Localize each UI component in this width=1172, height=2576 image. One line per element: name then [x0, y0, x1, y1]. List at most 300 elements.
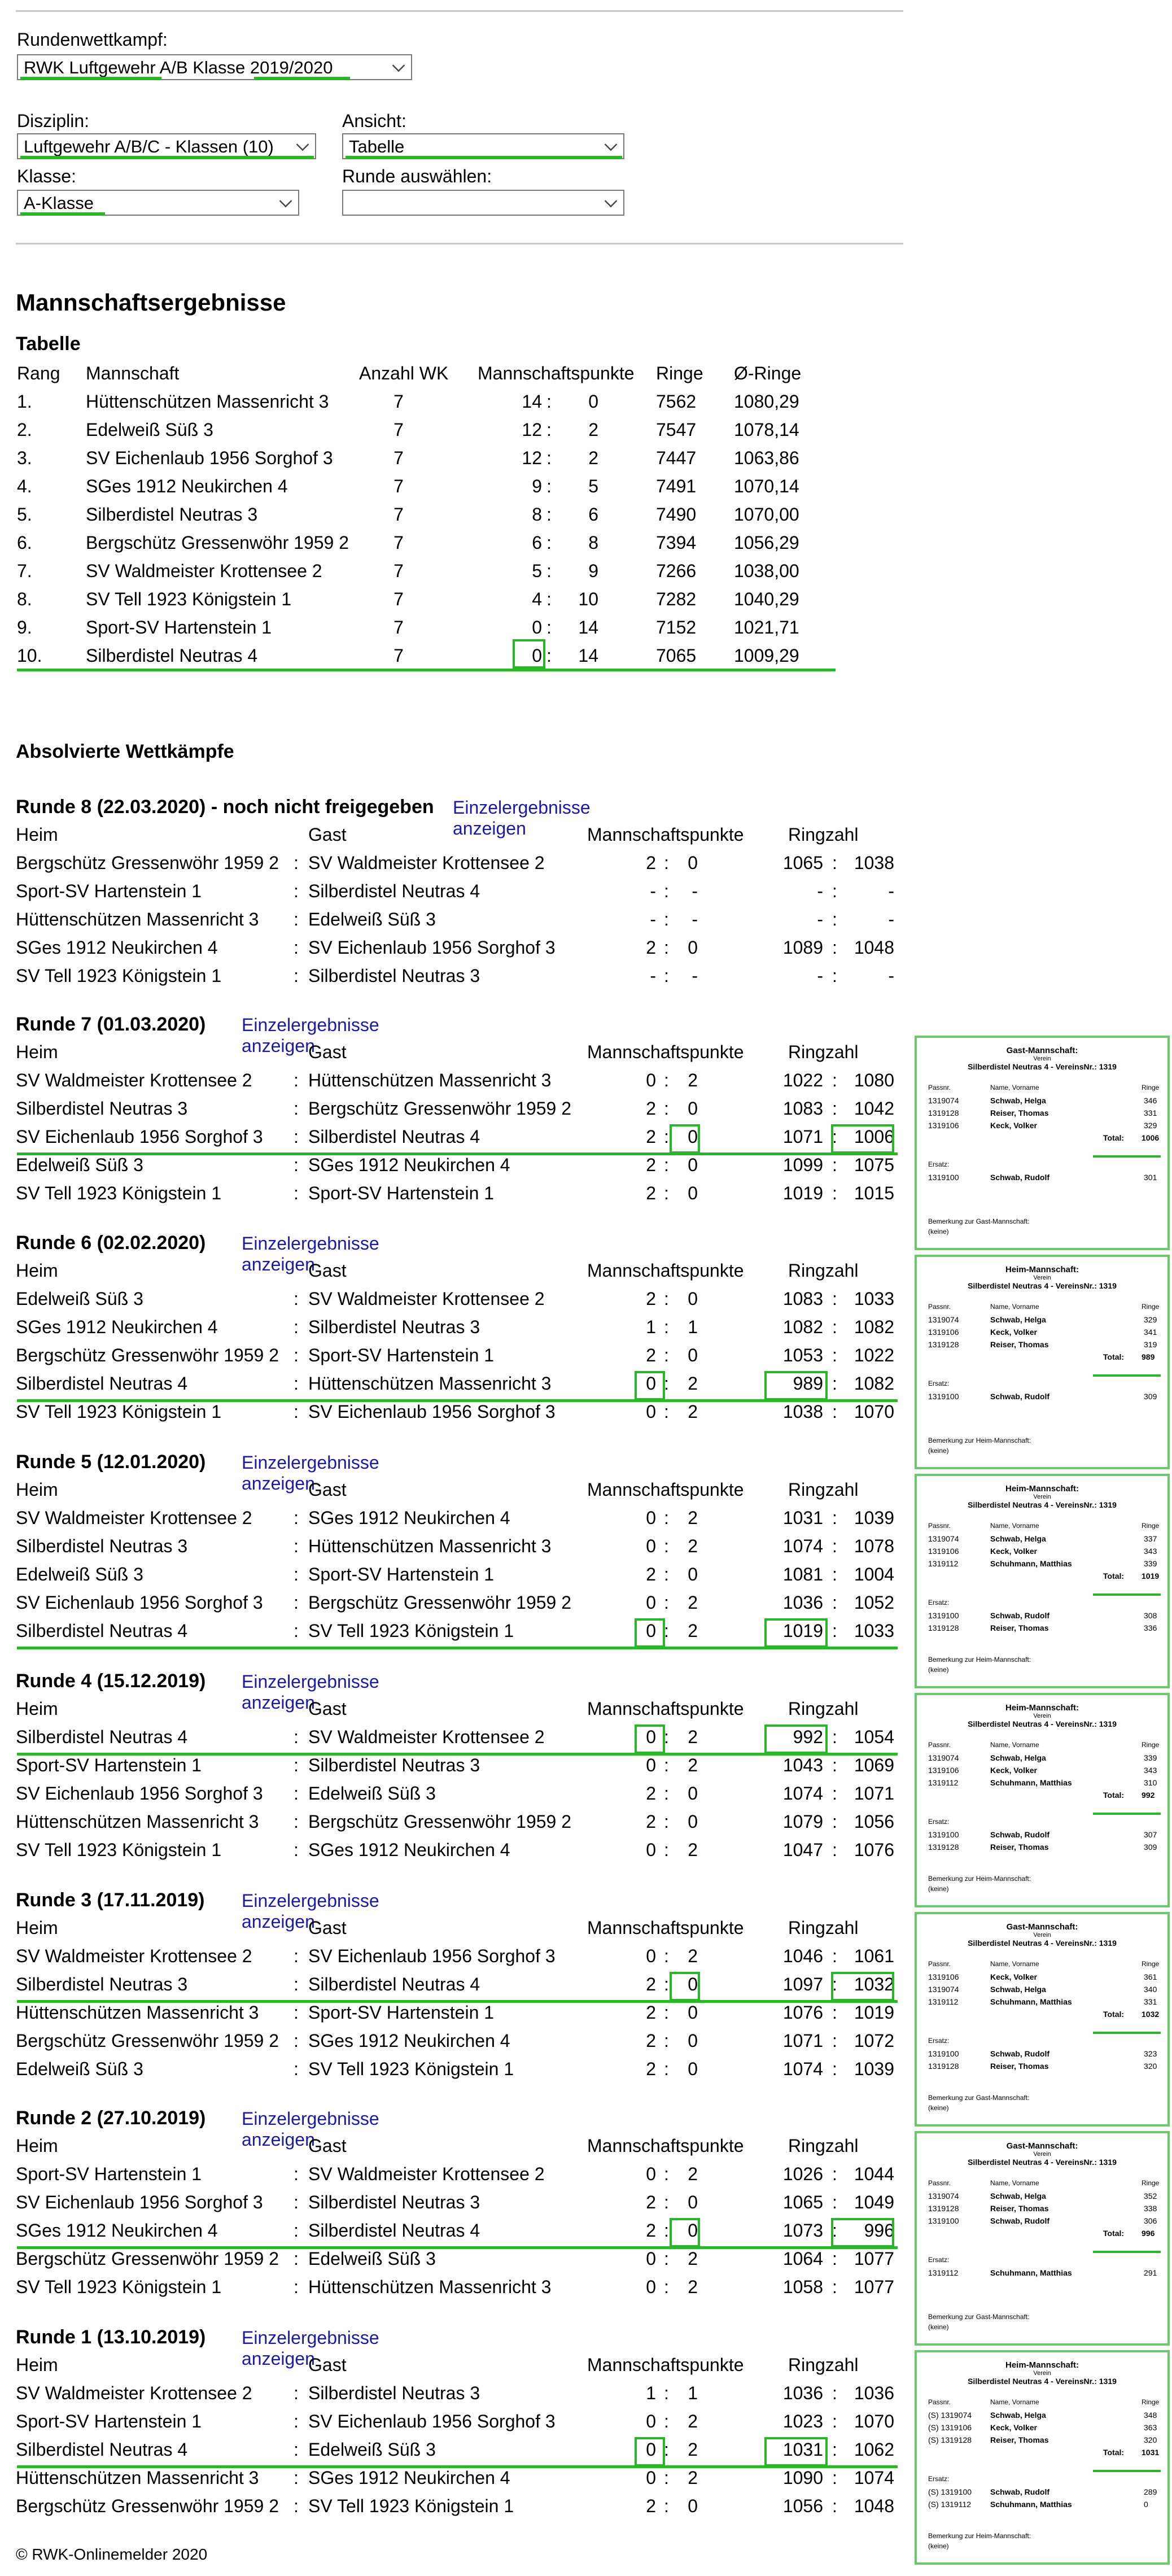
total-value: 1031 — [1142, 2448, 1160, 2457]
ringe-sep: : — [832, 1345, 837, 1365]
punkte-sep: : — [664, 966, 669, 986]
team-name: Sport-SV Hartenstein 1 — [86, 617, 272, 638]
match-row — [0, 881, 903, 908]
ersatz-label: Ersatz: — [928, 2256, 950, 2264]
punkte-sep: : — [664, 2164, 669, 2184]
gast-team: Silberdistel Neutras 3 — [308, 1317, 480, 1337]
punkte-sep: : — [546, 448, 552, 468]
shooter-ringe: 329 — [1144, 1315, 1157, 1324]
punkte-sep: : — [664, 1070, 669, 1090]
punkte-gast: 2 — [688, 2248, 698, 2269]
gast-team: SV Eichenlaub 1956 Sorghof 3 — [308, 1946, 556, 1966]
ringe-header: Ringe — [1142, 2398, 1160, 2406]
punkte-plus: 12 — [522, 420, 542, 440]
einzelergebnisse-link[interactable]: Einzelergebnisse anzeigen — [242, 1015, 379, 1056]
round-title — [16, 1670, 205, 1692]
gast-team: SGes 1912 Neukirchen 4 — [308, 1840, 510, 1860]
punkte-sep: : — [546, 476, 552, 496]
ringe-gast: 1077 — [854, 2248, 894, 2269]
einzelergebnisse-link[interactable]: Einzelergebnisse anzeigen — [242, 2328, 379, 2369]
pass-header: Passnr. — [928, 1741, 951, 1749]
match-row — [0, 1946, 903, 1973]
match-colon: : — [294, 2439, 299, 2460]
passnr: 1319106 — [928, 1547, 959, 1556]
round-title — [16, 2326, 205, 2348]
match-row — [0, 1317, 903, 1344]
card-verein: Verein — [1033, 1494, 1051, 1500]
absolviert-title: Absolvierte Wettkämpfe — [16, 741, 234, 762]
heim-team: SV Tell 1923 Königstein 1 — [16, 2277, 222, 2297]
einzelergebnisse-link[interactable]: Einzelergebnisse anzeigen — [242, 1452, 379, 1494]
ringe-sep: : — [832, 1974, 837, 1994]
shooter-ringe: 309 — [1144, 1392, 1157, 1401]
punkte-sep: : — [664, 2192, 669, 2212]
ringe-gast: 1044 — [854, 2164, 894, 2184]
punkte-heim: 0 — [646, 1070, 656, 1090]
col-mannschaftspunkte: Mannschaftspunkte — [587, 1479, 744, 1500]
shooter-name: Reiser, Thomas — [990, 2204, 1049, 2213]
shooter-ringe: 361 — [1144, 1972, 1157, 1981]
shooter-row — [917, 1340, 1167, 1352]
shooter-name: Schuhmann, Matthias — [990, 1997, 1072, 2006]
card-title: Gast-Mannschaft: — [1006, 2141, 1078, 2151]
punkte-sep: : — [546, 504, 552, 525]
shooter-row — [917, 2216, 1167, 2229]
punkte-gast: 0 — [688, 1564, 698, 1584]
ringe-sep: : — [832, 1946, 837, 1966]
match-colon: : — [294, 1727, 299, 1747]
punkte-gast: 2 — [688, 1840, 698, 1860]
ansicht-label: Ansicht: — [342, 111, 406, 131]
match-row — [0, 2383, 903, 2410]
team-score-card — [915, 1255, 1170, 1469]
einzelergebnisse-link[interactable]: Einzelergebnisse anzeigen — [242, 1890, 379, 1932]
heim-team: Hüttenschützen Massenricht 3 — [16, 2002, 259, 2023]
punkte-sep: : — [664, 2496, 669, 2516]
ringe-sep: : — [832, 2164, 837, 2184]
pass-header: Passnr. — [928, 1960, 951, 1968]
passnr: (S) 1319100 — [928, 2487, 972, 2496]
note-label: Bemerkung zur Heim-Mannschaft: — [928, 1875, 1031, 1883]
round-title — [16, 1232, 205, 1254]
heim-team: Edelweiß Süß 3 — [16, 2059, 143, 2079]
heim-team: Edelweiß Süß 3 — [16, 1564, 143, 1584]
punkte-heim: 0 — [646, 2468, 656, 2488]
shooter-ringe: 329 — [1144, 1121, 1157, 1130]
punkte-sep: : — [546, 420, 552, 440]
rang: 2. — [17, 420, 32, 440]
punkte-plus: 12 — [522, 448, 542, 468]
punkte-gast: 0 — [688, 2002, 698, 2023]
ersatz-row — [917, 1599, 1167, 1611]
punkte-sep: : — [546, 532, 552, 553]
gast-team: Silberdistel Neutras 4 — [308, 1974, 480, 1994]
disziplin-value: Luftgewehr A/B/C - Klassen (10) — [24, 137, 274, 156]
einzelergebnisse-link[interactable]: Einzelergebnisse anzeigen — [453, 797, 591, 839]
shooter-name: Schwab, Helga — [990, 1753, 1046, 1762]
round-label: Runde 6 (02.02.2020) — [16, 1232, 206, 1254]
match-colon: : — [294, 1183, 299, 1203]
gast-team: Silberdistel Neutras 4 — [308, 881, 480, 901]
punkte-sep: : — [664, 1317, 669, 1337]
ringe: 7490 — [656, 504, 697, 525]
card-team: Silberdistel Neutras 4 - VereinsNr.: 1319 — [968, 1500, 1117, 1509]
ringe-heim: 1036 — [782, 2383, 823, 2403]
standings-row — [0, 387, 903, 416]
match-row — [0, 1401, 903, 1429]
heim-team: Hüttenschützen Massenricht 3 — [16, 2468, 259, 2488]
passnr: 1319074 — [928, 1534, 959, 1543]
ersatz-row — [917, 1818, 1167, 1830]
ringe-sep: : — [832, 1592, 837, 1613]
match-colon: : — [294, 1317, 299, 1337]
ringe-heim: 1031 — [782, 1508, 823, 1528]
punkte-sep: : — [664, 1755, 669, 1775]
einzelergebnisse-link[interactable]: Einzelergebnisse anzeigen — [242, 2108, 379, 2150]
punkte-sep: : — [664, 2411, 669, 2431]
punkte-minus: 14 — [578, 617, 598, 638]
punkte-gast: - — [692, 881, 698, 901]
punkte-sep: : — [664, 1946, 669, 1966]
ringe-heim: 1083 — [782, 1289, 823, 1309]
match-colon: : — [294, 1070, 299, 1090]
shooter-ringe: 331 — [1144, 1997, 1157, 2006]
ringe-sep: : — [832, 1401, 837, 1422]
col-heim: Heim — [16, 2136, 58, 2156]
ringe-sep: : — [832, 1811, 837, 1832]
punkte-heim: 0 — [646, 1727, 656, 1747]
shooter-name: Schwab, Helga — [990, 1534, 1046, 1543]
ersatz-shooter-row — [917, 1830, 1167, 1843]
total-label: Total: — [1103, 1352, 1125, 1361]
match-colon: : — [294, 2383, 299, 2403]
match-colon: : — [294, 1621, 299, 1641]
ringe-gast: 1069 — [854, 1755, 894, 1775]
avg-ringe: 1021,71 — [734, 617, 799, 638]
gast-team: SV Waldmeister Krottensee 2 — [308, 2164, 545, 2184]
ringe-sep: : — [832, 2220, 837, 2241]
note-value: (keine) — [928, 1885, 949, 1893]
gast-team: Silberdistel Neutras 3 — [308, 1755, 480, 1775]
gast-team: Bergschütz Gressenwöhr 1959 2 — [308, 1592, 572, 1613]
shooter-name: Schuhmann, Matthias — [990, 1559, 1072, 1568]
ringe-gast: 1078 — [854, 1536, 894, 1556]
punkte-minus: 5 — [588, 476, 598, 496]
rang: 3. — [17, 448, 32, 468]
match-row — [0, 909, 903, 936]
match-row — [0, 2277, 903, 2304]
shooter-ringe: 339 — [1144, 1559, 1157, 1568]
punkte-heim: 0 — [646, 1946, 656, 1966]
ersatz-shooter-row — [917, 2487, 1167, 2500]
ringe-sep: : — [832, 2468, 837, 2488]
punkte-heim: 2 — [646, 1098, 656, 1119]
ringe-gast: 1036 — [854, 2383, 894, 2403]
total-row — [917, 1791, 1167, 1803]
punkte-gast: 2 — [688, 1401, 698, 1422]
ringe-heim: 1074 — [782, 2059, 823, 2079]
col-mannschaftspunkte: Mannschaftspunkte — [587, 1260, 744, 1281]
punkte-heim: 0 — [646, 1621, 656, 1641]
punkte-heim: 0 — [646, 2411, 656, 2431]
total-label: Total: — [1103, 2448, 1125, 2457]
match-colon: : — [294, 1592, 299, 1613]
heim-team: Sport-SV Hartenstein 1 — [16, 2411, 202, 2431]
punkte-sep: : — [664, 1127, 669, 1147]
gast-team: SGes 1912 Neukirchen 4 — [308, 1155, 510, 1175]
ringe-heim: 1081 — [782, 1564, 823, 1584]
shooter-row — [917, 1547, 1167, 1559]
ringe: 7266 — [656, 561, 697, 581]
ringe-sep: : — [832, 2248, 837, 2269]
ringe-gast: 1061 — [854, 1946, 894, 1966]
punkte-heim: 2 — [646, 2220, 656, 2241]
gast-team: Silberdistel Neutras 3 — [308, 2192, 480, 2212]
passnr: 1319100 — [928, 2049, 959, 2058]
ringe-gast: 1042 — [854, 1098, 894, 1119]
punkte-sep: : — [546, 589, 552, 609]
card-team: Silberdistel Neutras 4 - VereinsNr.: 1319 — [968, 2377, 1117, 2386]
punkte-gast: - — [692, 966, 698, 986]
ersatz-shooter-row — [917, 1173, 1167, 1185]
ringe-heim: 1065 — [782, 2192, 823, 2212]
ringe-sep: : — [832, 2496, 837, 2516]
ringe-sep: : — [832, 2383, 837, 2403]
shooter-ringe: 331 — [1144, 1108, 1157, 1117]
gast-team: Edelweiß Süß 3 — [308, 2248, 436, 2269]
shooter-name: Schwab, Helga — [990, 1315, 1046, 1324]
ringe-heim: 1026 — [782, 2164, 823, 2184]
punkte-gast: 0 — [688, 2496, 698, 2516]
shooter-row — [917, 2191, 1167, 2204]
ersatz-row — [917, 2256, 1167, 2268]
shooter-row — [917, 1997, 1167, 2010]
passnr: 1319112 — [928, 1997, 959, 2006]
ringe-gast: 1075 — [854, 1155, 894, 1175]
shooter-ringe: 348 — [1144, 2411, 1157, 2420]
ringe: 7491 — [656, 476, 697, 496]
ersatz-label: Ersatz: — [928, 1160, 950, 1168]
punkte-gast: - — [692, 909, 698, 929]
match-row — [0, 1564, 903, 1591]
shooter-name: Schwab, Helga — [990, 2191, 1046, 2200]
shooter-name: Schuhmann, Matthias — [990, 2500, 1072, 2509]
note-value: (keine) — [928, 2104, 949, 2112]
match-colon: : — [294, 2248, 299, 2269]
punkte-plus: 6 — [532, 532, 542, 553]
ringe-heim: 1047 — [782, 1840, 823, 1860]
match-row — [0, 2059, 903, 2086]
einzelergebnisse-link[interactable]: Einzelergebnisse anzeigen — [242, 1233, 379, 1274]
heim-team: Bergschütz Gressenwöhr 1959 2 — [16, 853, 279, 873]
total-label: Total: — [1103, 1791, 1125, 1800]
anzahl-wk: 7 — [393, 504, 404, 525]
shooter-ringe: 341 — [1144, 1328, 1157, 1337]
ringe-sep: : — [832, 881, 837, 901]
match-row — [0, 2248, 903, 2276]
anzahl-wk: 7 — [393, 589, 404, 609]
shooter-name: Schwab, Rudolf — [990, 2216, 1049, 2225]
round-label: Runde 1 (13.10.2019) — [16, 2326, 206, 2348]
standings-header — [0, 359, 903, 387]
gast-team: SGes 1912 Neukirchen 4 — [308, 2031, 510, 2051]
team-score-card — [915, 1036, 1170, 1250]
match-row — [0, 2192, 903, 2219]
ringe-gast: - — [888, 966, 894, 986]
total-value: 996 — [1142, 2229, 1155, 2238]
punkte-sep: : — [664, 2059, 669, 2079]
rang: 5. — [17, 504, 32, 525]
shooter-row — [917, 2204, 1167, 2216]
punkte-minus: 2 — [588, 420, 598, 440]
ringe-heim: 989 — [793, 1373, 823, 1394]
ringe-gast: 1006 — [854, 1127, 894, 1147]
punkte-gast: 0 — [688, 1289, 698, 1309]
gast-team: SV Tell 1923 Königstein 1 — [308, 1621, 514, 1641]
punkte-sep: : — [664, 1811, 669, 1832]
punkte-heim: 2 — [646, 2031, 656, 2051]
klasse-label: Klasse: — [17, 166, 76, 186]
passnr: 1319074 — [928, 2191, 959, 2200]
ringe-gast: 1004 — [854, 1564, 894, 1584]
punkte-sep: : — [664, 881, 669, 901]
card-title: Heim-Mannschaft: — [1005, 1265, 1079, 1274]
team-score-card — [915, 1474, 1170, 1688]
punkte-gast: 2 — [688, 2411, 698, 2431]
col-ringzahl: Ringzahl — [788, 2136, 859, 2156]
ringe-sep: : — [832, 2277, 837, 2297]
ringe-heim: - — [817, 909, 823, 929]
shooter-name: Schwab, Rudolf — [990, 1611, 1049, 1620]
punkte-plus: 0 — [532, 617, 542, 638]
punkte-gast: 2 — [688, 2468, 698, 2488]
ringe-gast: 1033 — [854, 1289, 894, 1309]
punkte-heim: 2 — [646, 2002, 656, 2023]
match-colon: : — [294, 1345, 299, 1365]
gast-team: SV Eichenlaub 1956 Sorghof 3 — [308, 1401, 556, 1422]
ringe-heim: 1074 — [782, 1783, 823, 1804]
ringe-sep: : — [832, 2059, 837, 2079]
standings-row — [0, 613, 903, 641]
ringe: 7562 — [656, 391, 697, 412]
shooter-ringe: 306 — [1144, 2216, 1157, 2225]
avg-ringe: 1080,29 — [734, 391, 799, 412]
runde-label: Runde auswählen: — [342, 166, 492, 186]
shooter-name: Schwab, Rudolf — [990, 1830, 1049, 1839]
ringe-gast: 1022 — [854, 1345, 894, 1365]
col-mannschaftspunkte: Mannschaftspunkte — [587, 824, 744, 845]
name-header: Name, Vorname — [990, 1084, 1039, 1091]
gast-team: Sport-SV Hartenstein 1 — [308, 1183, 495, 1203]
standings-row — [0, 500, 903, 529]
ringe-heim: 1097 — [782, 1974, 823, 1994]
punkte-heim: 0 — [646, 2248, 656, 2269]
col-gast: Gast — [308, 1699, 347, 1719]
punkte-gast: 0 — [688, 1155, 698, 1175]
runde-select[interactable] — [342, 190, 624, 216]
passnr: 1319074 — [928, 1315, 959, 1324]
note-label: Bemerkung zur Gast-Mannschaft: — [928, 2313, 1030, 2321]
passnr: 1319128 — [928, 1108, 959, 1117]
punkte-sep: : — [664, 2439, 669, 2460]
punkte-sep: : — [546, 645, 552, 666]
ringe: 7394 — [656, 532, 697, 553]
col-gast: Gast — [308, 1479, 347, 1500]
match-colon: : — [294, 853, 299, 873]
total-label: Total: — [1103, 1133, 1125, 1142]
card-verein: Verein — [1033, 1055, 1051, 1062]
gast-team: SV Waldmeister Krottensee 2 — [308, 1727, 545, 1747]
team-name: Silberdistel Neutras 4 — [86, 645, 258, 666]
ringe-heim: 1065 — [782, 853, 823, 873]
shooter-ringe: 307 — [1144, 1830, 1157, 1839]
shooter-row — [917, 1753, 1167, 1766]
heim-team: Silberdistel Neutras 3 — [16, 1974, 188, 1994]
ringe-gast: 1015 — [854, 1183, 894, 1203]
heim-team: Silberdistel Neutras 4 — [16, 1373, 188, 1394]
anzahl-wk: 7 — [393, 532, 404, 553]
team-score-card — [915, 2131, 1170, 2346]
col-heim: Heim — [16, 1260, 58, 1281]
results-subtitle: Tabelle — [16, 333, 81, 355]
einzelergebnisse-link[interactable]: Einzelergebnisse anzeigen — [242, 1671, 379, 1713]
round-label: Runde 3 (17.11.2019) — [16, 1889, 205, 1911]
team-name: SV Eichenlaub 1956 Sorghof 3 — [86, 448, 333, 468]
heim-team: SV Eichenlaub 1956 Sorghof 3 — [16, 2192, 263, 2212]
heim-team: SV Eichenlaub 1956 Sorghof 3 — [16, 1592, 263, 1613]
shooter-row — [917, 1559, 1167, 1571]
rang: 9. — [17, 617, 32, 638]
match-row — [0, 1974, 903, 2001]
card-header-row — [917, 2179, 1167, 2191]
ringe-sep: : — [832, 2192, 837, 2212]
avg-ringe: 1056,29 — [734, 532, 799, 553]
punkte-heim: 2 — [646, 1974, 656, 1994]
punkte-gast: 2 — [688, 1070, 698, 1090]
chevron-down-icon — [296, 138, 309, 151]
ringe: 7547 — [656, 420, 697, 440]
punkte-gast: 0 — [688, 1811, 698, 1832]
passnr: 1319074 — [928, 1096, 959, 1105]
name-header: Name, Vorname — [990, 1960, 1039, 1968]
shooter-ringe: 319 — [1144, 1340, 1157, 1349]
ersatz-label: Ersatz: — [928, 1379, 950, 1387]
ersatz-row — [917, 1160, 1167, 1173]
punkte-heim: 2 — [646, 1811, 656, 1832]
punkte-sep: : — [546, 391, 552, 412]
heim-team: SV Eichenlaub 1956 Sorghof 3 — [16, 1127, 263, 1147]
col-mannschaftspunkte: Mannschaftspunkte — [587, 2136, 744, 2156]
rundenwettkampf-value: RWK Luftgewehr A/B Klasse 2019/2020 — [24, 58, 333, 77]
round-title — [16, 1451, 205, 1473]
heim-team: SGes 1912 Neukirchen 4 — [16, 1317, 218, 1337]
heim-team: Sport-SV Hartenstein 1 — [16, 1755, 202, 1775]
ersatz-row — [917, 2037, 1167, 2049]
match-row — [0, 2220, 903, 2247]
match-colon: : — [294, 881, 299, 901]
punkte-gast: 2 — [688, 1946, 698, 1966]
name-header: Name, Vorname — [990, 1303, 1039, 1311]
anzahl-wk: 7 — [393, 645, 404, 666]
pass-header: Passnr. — [928, 2398, 951, 2406]
ringe-heim: 1099 — [782, 1155, 823, 1175]
ersatz-shooter-row — [917, 1392, 1167, 1404]
team-name: Hüttenschützen Massenricht 3 — [86, 391, 329, 412]
standings-row — [0, 557, 903, 585]
match-row — [0, 2468, 903, 2495]
ringe-heim: 1083 — [782, 1098, 823, 1119]
match-colon: : — [294, 1946, 299, 1966]
